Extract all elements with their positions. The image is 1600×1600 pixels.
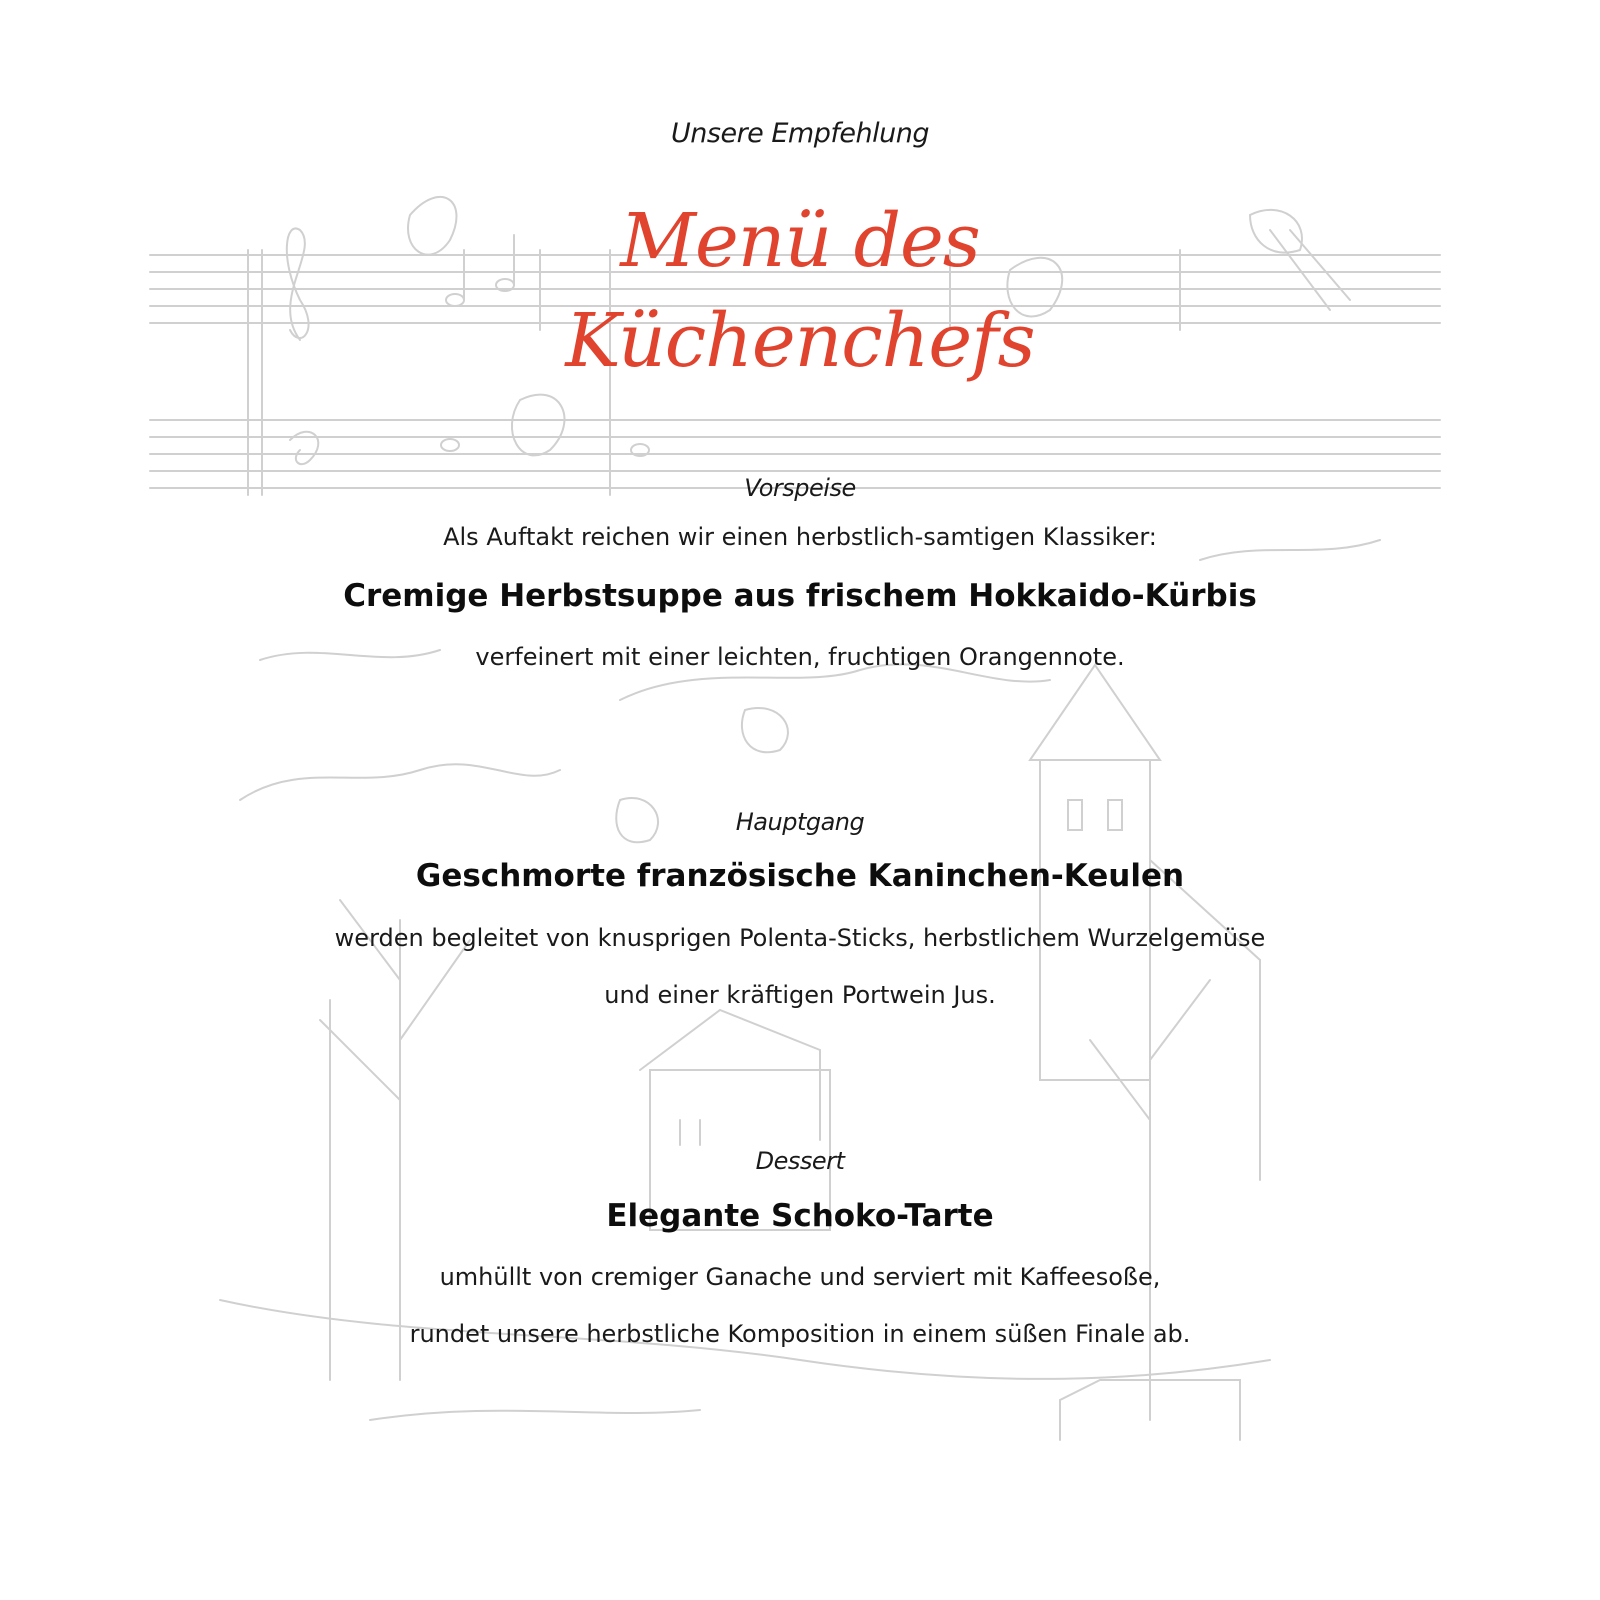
course-label-main: Hauptgang bbox=[735, 808, 865, 836]
house-icon bbox=[640, 1010, 830, 1230]
main-description-line: und einer kräftigen Portwein Jus. bbox=[604, 981, 996, 1009]
menu-title-line2: Küchenchefs bbox=[565, 298, 1035, 384]
dessert-description-line: umhüllt von cremiger Ganache und serviert mit Kaffeesoße, bbox=[439, 1263, 1161, 1291]
dish-title-dessert: Elegante Schoko-Tarte bbox=[606, 1198, 994, 1234]
dish-title-main: Geschmorte französische Kaninchen-Keulen bbox=[415, 858, 1185, 894]
leaf-icon bbox=[408, 197, 1302, 842]
dish-title-starter: Cremige Herbstsuppe aus frischem Hokkaido-Kürbis bbox=[343, 578, 1257, 614]
main-description-line: werden begleitet von knusprigen Polenta-Sticks, herbstlichem Wurzelgemüse bbox=[334, 924, 1266, 952]
recommendation-kicker: Unsere Empfehlung bbox=[671, 118, 929, 149]
course-label-dessert: Dessert bbox=[755, 1147, 845, 1175]
dessert-description-line: rundet unsere herbstliche Komposition in einem süßen Finale ab. bbox=[409, 1320, 1191, 1348]
starter-intro: Als Auftakt reichen wir einen herbstlich-samtigen Klassiker: bbox=[443, 523, 1157, 551]
course-label-starter: Vorspeise bbox=[744, 474, 856, 502]
church-tower-icon bbox=[1030, 665, 1260, 1180]
menu-title-line1: Menü des bbox=[620, 198, 980, 284]
starter-description-line: verfeinert mit einer leichten, fruchtigen Orangennote. bbox=[475, 643, 1125, 671]
